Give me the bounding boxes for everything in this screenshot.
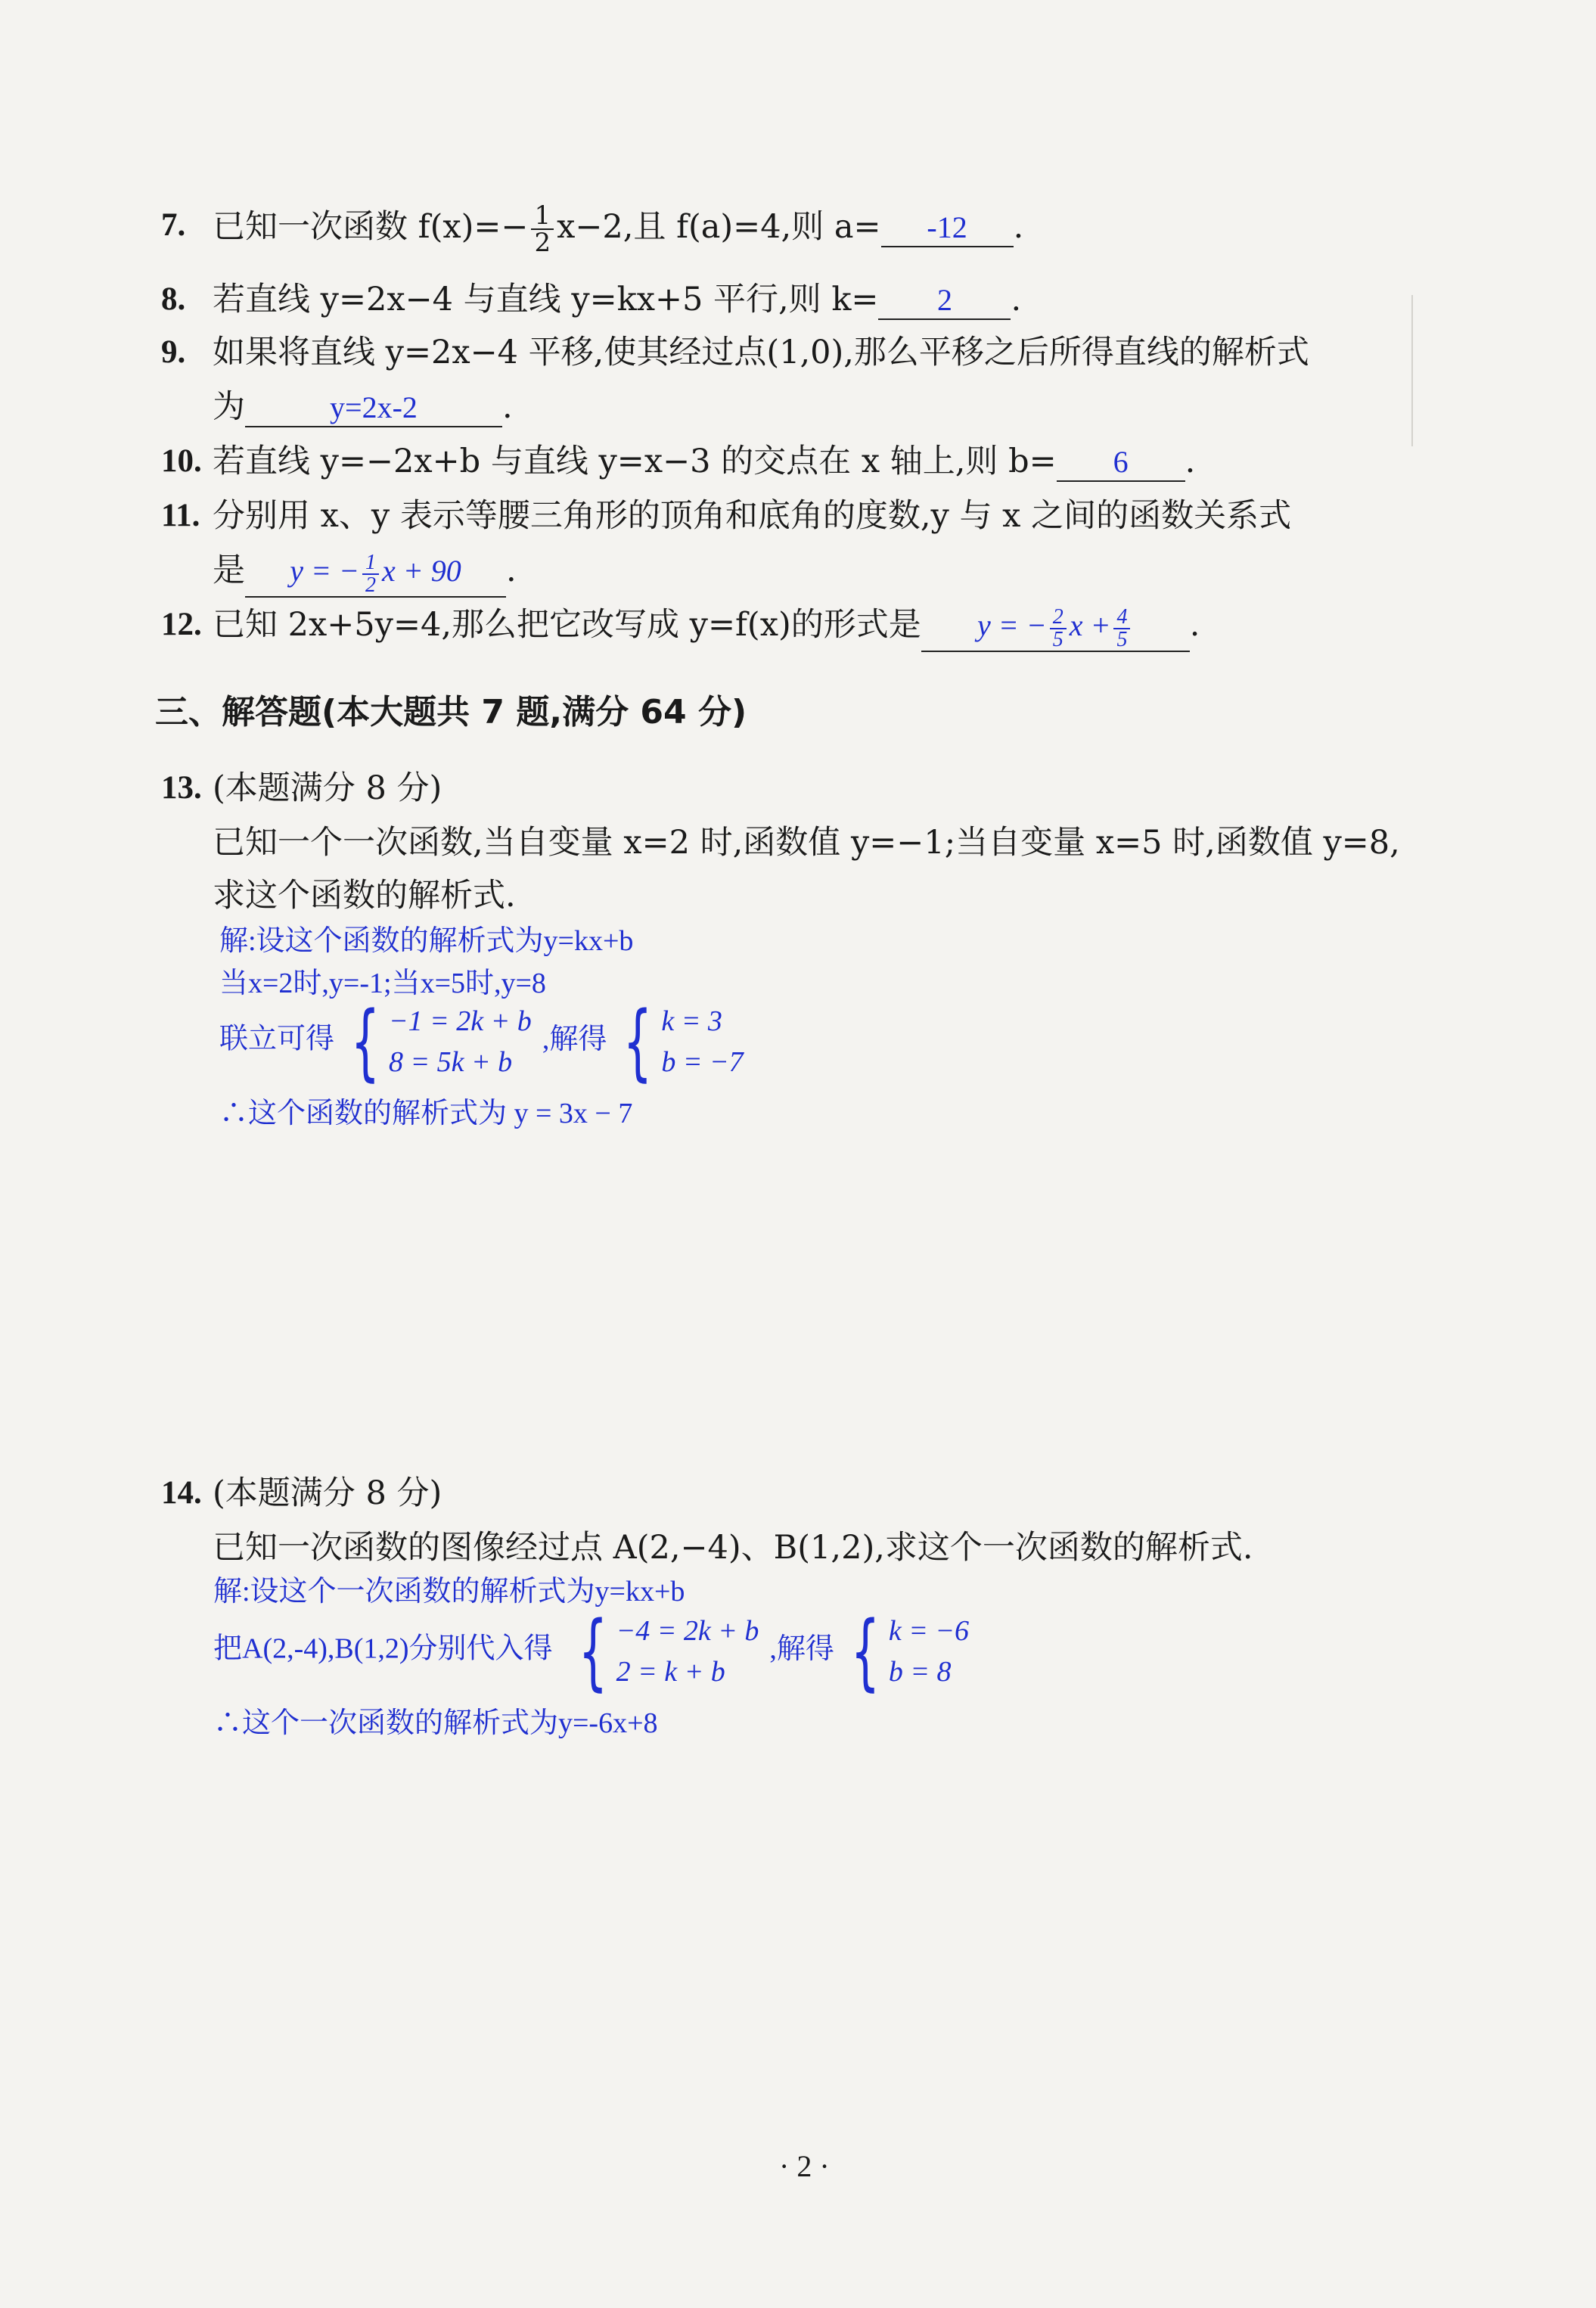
answer-blank bbox=[921, 604, 1190, 652]
solution-line: 解:设这个函数的解析式为y=kx+b bbox=[219, 925, 634, 957]
brace-icon: { bbox=[850, 1603, 880, 1700]
solution-system-line: 联立可得 { −1 = 2k + b 8 = 5k + b ,解得 { k = 3 b = −7 bbox=[219, 993, 744, 1090]
section-heading: 三、解答题(本大题共 7 题,满分 64 分) bbox=[155, 693, 747, 732]
handwritten-answer: y=2x-2 bbox=[330, 390, 418, 424]
solution-conclusion: ∴这个函数的解析式为 y = 3x − 7 bbox=[219, 1098, 633, 1129]
question-number: 10. bbox=[161, 443, 202, 479]
brace-icon: { bbox=[350, 993, 380, 1090]
question-number: 12. bbox=[161, 607, 202, 642]
question-text: x−2,且 f(a)=4,则 a= bbox=[557, 208, 881, 246]
brace-icon: { bbox=[623, 993, 653, 1090]
bleed-through-border bbox=[1407, 295, 1413, 446]
fraction: $\frac{1}{2}$ bbox=[531, 203, 554, 256]
handwritten-answer: y = − $\frac{1}{2}$ x + 90 bbox=[290, 550, 461, 597]
question-number: 9. bbox=[161, 334, 186, 370]
solution-system-line: 把A(2,-4),B(1,2)分别代入得 { −4 = 2k + b 2 = k + b ,解得 { k = −6 b = 8 bbox=[213, 1603, 970, 1700]
equation-system: { k = 3 b = −7 bbox=[623, 993, 744, 1090]
handwritten-answer: 6 bbox=[1113, 445, 1129, 479]
score-note: (本题满分 8 分) bbox=[213, 1474, 442, 1512]
answer-blank bbox=[245, 389, 502, 427]
brace-icon: { bbox=[578, 1603, 607, 1700]
question-text: 分别用 x、y 表示等腰三角形的顶角和底角的度数,y 与 x 之间的函数关系式 bbox=[213, 497, 1292, 535]
equation-system: { k = −6 b = 8 bbox=[850, 1603, 970, 1700]
question-text: 已知 2x+5y=4,那么把它改写成 y=f(x)的形式是 bbox=[213, 606, 921, 644]
solution-line: 解:设这个一次函数的解析式为y=kx+b bbox=[213, 1576, 685, 1608]
answer-blank bbox=[881, 209, 1014, 247]
fraction: $\frac{2}{5}$ bbox=[1050, 607, 1067, 651]
handwritten-answer: -12 bbox=[927, 210, 967, 244]
question-text: 如果将直线 y=2x−4 平移,使其经过点(1,0),那么平移之后所得直线的解析式 bbox=[213, 334, 1309, 371]
answer-blank bbox=[245, 552, 506, 598]
question-text: 若直线 y=−2x+b 与直线 y=x−3 的交点在 x 轴上,则 b= bbox=[213, 443, 1057, 480]
equation-system: { −4 = 2k + b 2 = k + b bbox=[578, 1603, 759, 1700]
question-number: 11. bbox=[161, 498, 200, 533]
fraction: $\frac{4}{5}$ bbox=[1113, 607, 1130, 651]
question-text: 已知一次函数 f(x)=− bbox=[213, 208, 529, 246]
equation-system: { −1 = 2k + b 8 = 5k + b bbox=[350, 993, 532, 1090]
handwritten-answer: 2 bbox=[936, 283, 952, 317]
question-number: 14. bbox=[161, 1475, 202, 1511]
question-text: 若直线 y=2x−4 与直线 y=kx+5 平行,则 k= bbox=[213, 281, 879, 318]
question-number: 13. bbox=[161, 770, 202, 806]
solution-line: 当x=2时,y=-1;当x=5时,y=8 bbox=[219, 968, 546, 999]
answer-blank bbox=[1057, 443, 1185, 482]
page-number: · 2 · bbox=[779, 2149, 830, 2183]
handwritten-answer: y = − $\frac{2}{5}$ x + $\frac{4}{5}$ bbox=[977, 608, 1134, 642]
score-note: (本题满分 8 分) bbox=[213, 769, 442, 807]
question-number: 8. bbox=[161, 281, 186, 317]
worksheet-page: 7. 已知一次函数 f(x)=− $\frac{1}{2}$ x−2,且 f(a)=4,则 a= -12 . 8. 若直线 y=2x−4 与直线 y=kx+5 平行,则 k= 2 . 9. 如果将直线 y=2x−4 平移,使其经过点(1,0),那么平移之后所得直线的解析式 为 y=2x-2 . 10. 若直线 y=−2x+b 与直线 y=x−3 的交点在 x 轴上,则 b= 6 . 11. 分别用 x、y 表示等腰三角形的顶角和底角的度数,y 与 x 之间的函数关系式 是 y = − $\frac{1}{2}$ x + 90 . 12. 已知 2x+5y=4,那么把它改写成 y=f(x)的形式是 y = − $\frac{2}{5}$ x + $\frac{4}{5}$ . 三、解答题(本大题共 7 题,满分 64 分) 13. (本题满分 8 分) 已知一个一次函数,当自变量 x=2 时,函数值 y=−1;当自变量 x=5 时,函数值 y=8, 求这个函数的解析式. 解:设这个函数的解析式为y=kx+b 当x=2时,y=-1;当x=5时,y=8 联立可得 { −1 = 2k + b 8 = 5k + b ,解得 { k = 3 b = −7 ∴这个函数的解析式为 y = 3x − 7 14. (本题满分 8 分) 已知一次函数的图像经过点 A(2,−4)、B(1,2),求这个一次函数的解析式. 解:设这个一次函数的解析式为y=kx+b 把A(2,-4),B(1,2)分别代入得 { −4 = 2k + b 2 = k + b ,解得 { k = −6 b = 8 ∴这个一次函数的解析式为y=-6x+8 · 2 · bbox=[0, 0, 1596, 2308]
answer-blank bbox=[878, 281, 1011, 320]
question-number: 7. bbox=[161, 207, 186, 243]
solution-conclusion: ∴这个一次函数的解析式为y=-6x+8 bbox=[213, 1707, 658, 1739]
fraction: $\frac{1}{2}$ bbox=[362, 552, 379, 596]
